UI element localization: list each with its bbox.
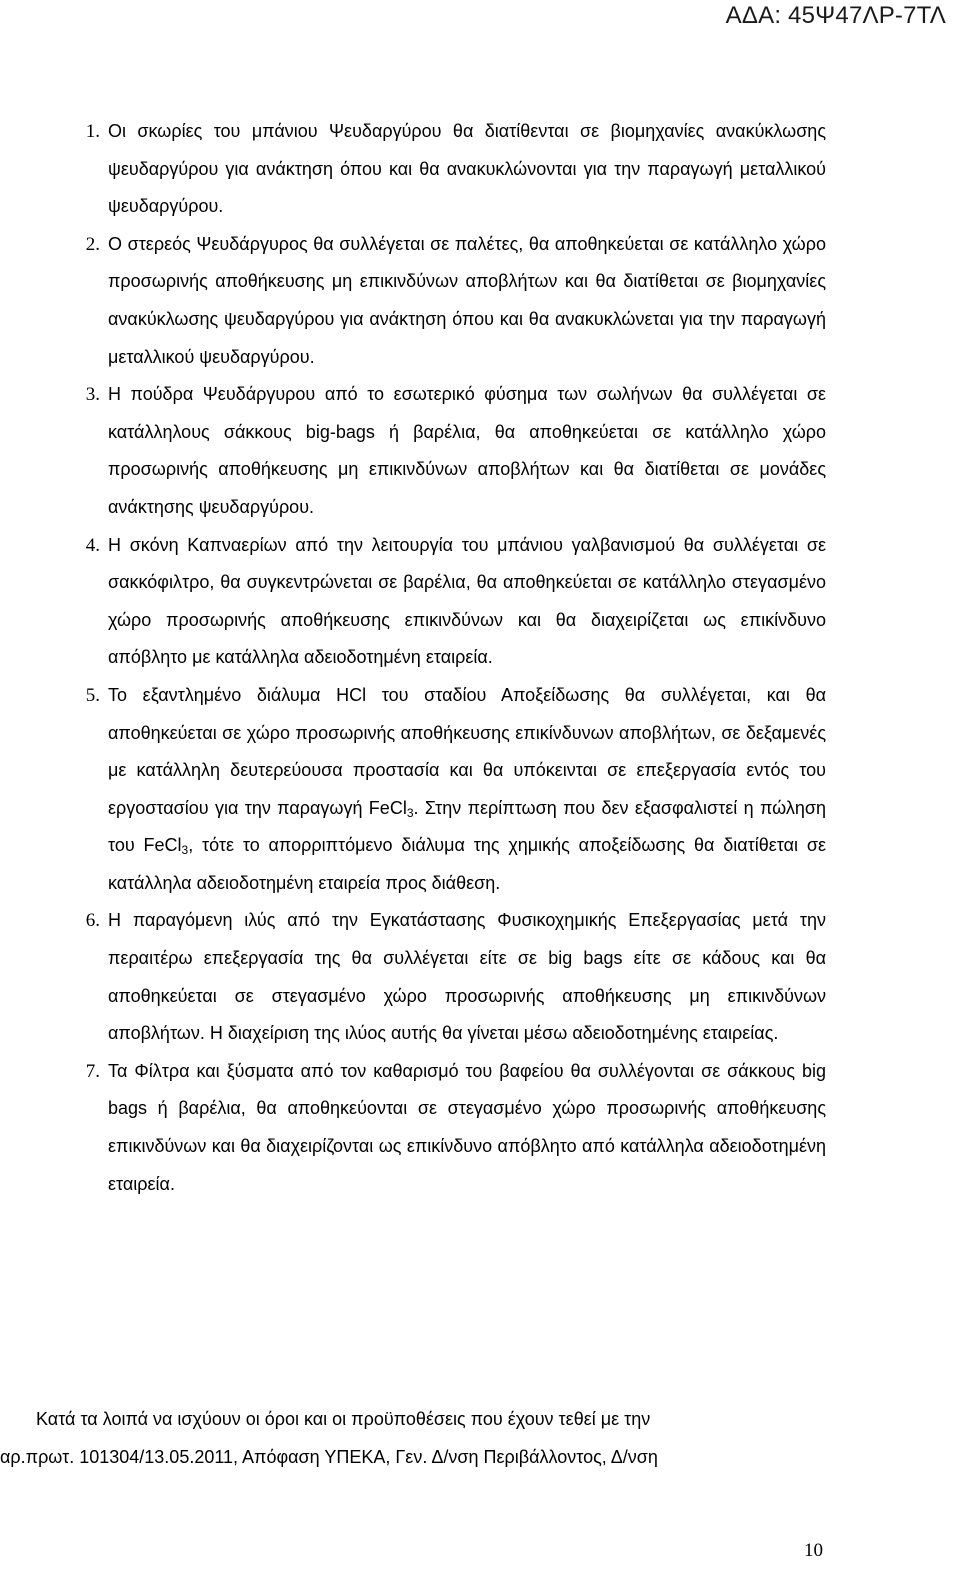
waste-management-list: [66, 113, 826, 1203]
subscript: 3: [181, 843, 189, 858]
item-number: 1.: [85, 121, 100, 142]
item-text: Ο στερεός Ψευδάργυρος θα συλλέγεται σε παλέτες, θα αποθηκεύεται σε κατάλληλο χώρο προσωρινής αποθήκευσης μη επικινδύνων αποβλήτων και θα διατίθεται σε βιομηχανίες ανακύκλωσης ψευδαργύρου για ανάκτηση όπου και θα ανακυκλώνεται για την παραγωγή μεταλλικού ψευδαργύρου.: [108, 233, 826, 367]
ada-code: ΑΔΑ: 45Ψ47ΛΡ-7ΤΛ: [725, 2, 946, 29]
item-text: Οι σκωρίες του μπάνιου Ψευδαργύρου θα διατίθενται σε βιομηχανίες ανακύκλωσης ψευδαργύρου για ανάκτηση όπου και θα ανακυκλώνονται για την παραγωγή μεταλλικού ψευδαργύρου.: [108, 121, 826, 217]
item-text: Η σκόνη Καπναερίων από την λειτουργία του μπάνιου γαλβανισμού θα συλλέγεται σε σακκόφιλτρο, θα συγκεντρώνεται σε βαρέλια, θα αποθηκεύεται σε κατάλληλο στεγασμένο χώρο προσωρινής αποθήκευσης επικινδύνων και θα διαχειρίζεται ως επικίνδυνο απόβλητο με κατάλληλα αδειοδοτημένη εταιρεία.: [108, 534, 826, 668]
list-item: [66, 902, 826, 1052]
item-number: 2.: [85, 233, 100, 255]
closing-line: Κατά τα λοιπά να ισχύουν οι όροι και οι προϋποθέσεις που έχουν τεθεί με την: [36, 1409, 651, 1429]
list-item: [66, 113, 826, 226]
item-number: 7.: [85, 1060, 100, 1082]
list-item: [66, 527, 826, 677]
item-text-part: , τότε το απορριπτόμενο διάλυμα της χημικής αποξείδωσης θα διατίθεται σε κατάλληλα αδειοδοτημένη εταιρεία προς διάθεση.: [108, 835, 826, 893]
subscript: 3: [406, 805, 414, 820]
list-item: [66, 677, 826, 903]
item-number: 6.: [85, 910, 100, 932]
item-text: [108, 677, 826, 903]
item-number: 4.: [85, 534, 100, 556]
closing-line: αρ.πρωτ. 101304/13.05.2011, Απόφαση ΥΠΕΚΑ, Γεν. Δ/νση Περιβάλλοντος, Δ/νση: [0, 1446, 658, 1467]
item-text-part: . Στην περίπτωση που δεν εξασφαλιστεί η πώληση του FeCl: [108, 797, 826, 856]
item-number: 5.: [85, 684, 100, 706]
page-number: 10: [804, 1540, 823, 1561]
closing-paragraph: [0, 1401, 822, 1476]
item-text: Τα Φίλτρα και ξύσματα από τον καθαρισμό του βαφείου θα συλλέγονται σε σάκκους big bags ή βαρέλια, θα αποθηκεύονται σε στεγασμένο χώρο προσωρινής αποθήκευσης επικινδύνων και θα διαχειρίζονται ως επικίνδυνο απόβλητο από κατάλληλα αδειοδοτημένη εταιρεία.: [108, 1060, 826, 1194]
item-text: Η πούδρα Ψευδάργυρου από το εσωτερικό φύσημα των σωλήνων θα συλλέγεται σε κατάλληλους σάκκους big-bags ή βαρέλια, θα αποθηκεύεται σε κατάλληλο χώρο προσωρινής αποθήκευσης μη επικινδύνων αποβλήτων και θα διατίθεται σε μονάδες ανάκτησης ψευδαργύρου.: [108, 384, 826, 517]
list-item: [66, 1053, 826, 1203]
list-item: [66, 226, 826, 376]
list-item: [66, 376, 826, 526]
item-number: 3.: [85, 384, 100, 406]
item-text: Η παραγόμενη ιλύς από την Εγκατάστασης Φυσικοχημικής Επεξεργασίας μετά την περαιτέρω επεξεργασία της θα συλλέγεται είτε σε big bags είτε σε κάδους και θα αποθηκεύεται σε στεγασμένο χώρο προσωρινής αποθήκευσης μη επικινδύνων αποβλήτων. Η διαχείριση της ιλύος αυτής θα γίνεται μέσω αδειοδοτημένης εταιρείας.: [108, 910, 826, 1044]
item-text-part: Το εξαντλημένο διάλυμα HCl του σταδίου Αποξείδωσης θα συλλέγεται, και θα αποθηκεύεται σε χώρο προσωρινής αποθήκευσης επικίνδυνων αποβλήτων, σε δεξαμενές με κατάλληλη δευτερεύουσα προστασία και θα υπόκεινται σε επεξεργασία εντός του εργοστασίου για την παραγωγή FeCl: [108, 684, 826, 818]
